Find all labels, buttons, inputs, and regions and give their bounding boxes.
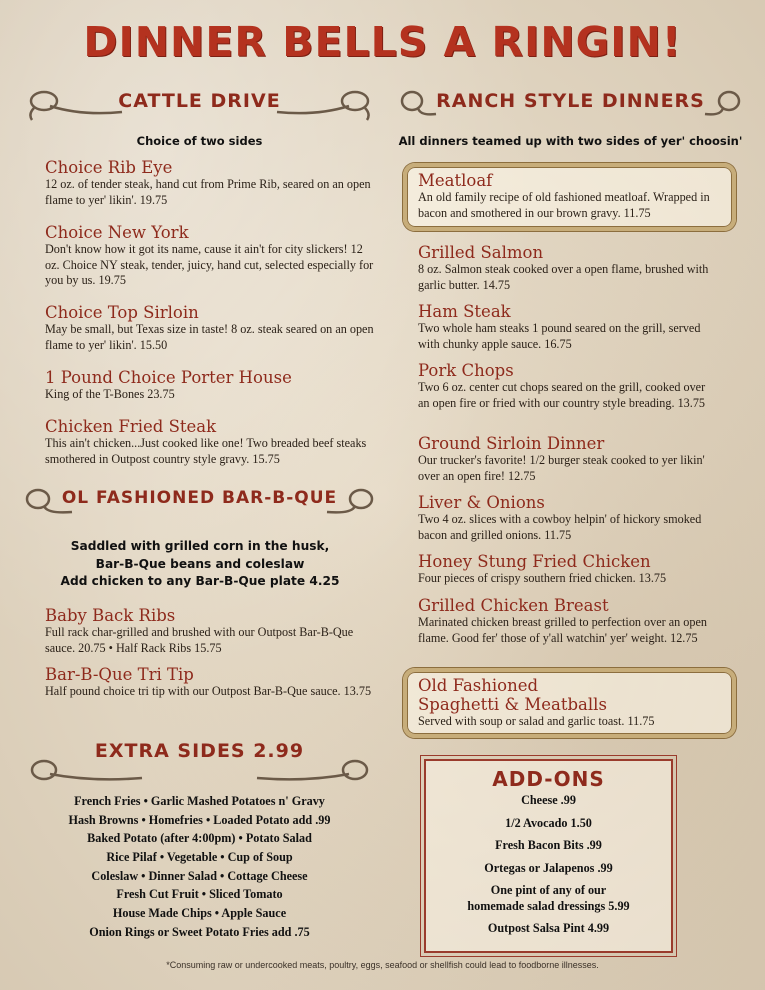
- addon-row: Ortegas or Jalapenos .99: [484, 860, 613, 875]
- item-desc: This ain't chicken...Just cooked like one! Two breaded beef steaks smothered in Outpost country style gravy. 15.75: [45, 436, 367, 466]
- bbq-note-line: Saddled with grilled corn in the husk,: [70, 539, 330, 553]
- addons-title: ADD-ONS: [492, 767, 605, 791]
- item-name: Ground Sirloin Dinner: [418, 434, 605, 453]
- cattle-drive-heading: [22, 84, 377, 124]
- item-desc: Four pieces of crispy southern fried chicken. 13.75: [418, 571, 667, 585]
- item-name: Honey Stung Fried Chicken: [418, 552, 651, 571]
- menu-item-ground-sirloin: [418, 434, 718, 484]
- side-line: House Made Chips • Apple Sauce: [112, 906, 287, 921]
- side-line: French Fries • Garlic Mashed Potatoes n' Gravy: [74, 794, 325, 808]
- item-desc: Served with soup or salad and garlic toast. 11.75: [418, 714, 655, 728]
- menu-item-top-sirloin: [45, 303, 375, 353]
- item-name: Meatloaf: [418, 171, 493, 190]
- item-desc: Half pound choice tri tip with our Outpost Bar-B-Que sauce. 13.75: [45, 684, 372, 698]
- cattle-drive-note: Choice of two sides: [136, 134, 263, 148]
- side-line: Baked Potato (after 4:00pm) • Potato Salad: [87, 831, 312, 846]
- item-name: Grilled Salmon: [418, 243, 544, 262]
- menu-item-porter-house: [45, 368, 375, 403]
- side-line: Coleslaw • Dinner Salad • Cottage Cheese: [91, 868, 308, 883]
- addon-row: One pint of any of our: [490, 883, 607, 897]
- item-name: Grilled Chicken Breast: [418, 596, 609, 615]
- menu-item-grilled-chicken-breast: [418, 596, 718, 646]
- menu-item-tri-tip: [45, 665, 375, 700]
- item-desc: King of the T-Bones 23.75: [45, 387, 175, 401]
- menu-title: DINNER BELLS A RINGIN!: [83, 18, 682, 66]
- addon-row: Outpost Salsa Pint 4.99: [487, 921, 610, 935]
- extra-sides-list: [22, 792, 377, 942]
- item-name: Old Fashioned: [418, 676, 539, 695]
- side-line: Hash Browns • Homefries • Loaded Potato add .99: [68, 812, 331, 827]
- item-name: Baby Back Ribs: [45, 606, 176, 625]
- menu-item-baby-back-ribs: [45, 606, 375, 656]
- bbq-heading: [22, 482, 377, 522]
- extra-sides-heading: [22, 738, 377, 778]
- item-desc: Two whole ham steaks 1 pound seared on the grill, served with chunky apple sauce. 16.75: [418, 321, 701, 351]
- bbq-note-line: Bar-B-Que beans and coleslaw: [95, 556, 305, 571]
- item-desc: Marinated chicken breast grilled to perfection over an open flame. Good fer' those of y'all watchin' yer' weight. 12.75: [418, 615, 707, 645]
- item-name: Spaghetti & Meatballs: [418, 695, 607, 714]
- item-name: Ham Steak: [418, 302, 511, 321]
- footnote: *Consuming raw or undercooked meats, poultry, eggs, seafood or shellfish could lead to foodborne illnesses.: [166, 960, 599, 970]
- item-desc: 8 oz. Salmon steak cooked over a open flame, brushed with garlic butter. 14.75: [418, 262, 709, 292]
- menu-item-ham-steak: [418, 302, 718, 352]
- item-desc: Two 4 oz. slices with a cowboy helpin' of hickory smoked bacon and grilled onions. 11.75: [418, 512, 702, 542]
- menu-item-rib-eye: [45, 158, 375, 208]
- addon-row: homemade salad dressings 5.99: [467, 898, 630, 913]
- item-desc: Full rack char-grilled and brushed with our Outpost Bar-B-Que sauce. 20.75 • Half Rack Ribs 15.75: [45, 625, 354, 655]
- bbq-title: OL FASHIONED BAR-B-QUE: [61, 488, 338, 508]
- item-name: Choice Top Sirloin: [45, 303, 199, 322]
- item-name: Choice Rib Eye: [45, 158, 173, 177]
- menu-item-spaghetti: [418, 676, 726, 730]
- item-desc: May be small, but Texas size in taste! 8 oz. steak seared on an open flame to yer' likin'. 15.50: [45, 322, 374, 352]
- item-desc: Don't know how it got its name, cause it ain't for city slickers! 12 oz. Choice NY steak, tender, juicy, hand cut, selected especially for you by us. 19.75: [45, 242, 374, 287]
- addon-row: Fresh Bacon Bits .99: [495, 838, 602, 852]
- item-desc: An old family recipe of old fashioned meatloaf. Wrapped in bacon and smothered in our brown gravy. 11.75: [418, 190, 710, 220]
- item-name: Chicken Fried Steak: [45, 417, 217, 436]
- addon-row: 1/2 Avocado 1.50: [505, 815, 592, 830]
- side-line: Onion Rings or Sweet Potato Fries add .75: [89, 924, 310, 939]
- bbq-note: [40, 538, 360, 591]
- side-line: Fresh Cut Fruit • Sliced Tomato: [116, 887, 283, 902]
- addon-row: Cheese .99: [521, 793, 576, 807]
- cattle-drive-title: CATTLE DRIVE: [118, 90, 281, 112]
- item-name: Pork Chops: [418, 361, 514, 380]
- menu-item-new-york: [45, 223, 375, 289]
- extra-sides-title: EXTRA SIDES 2.99: [94, 740, 305, 762]
- ranch-heading: [398, 84, 743, 124]
- item-name: Liver & Onions: [418, 493, 545, 512]
- menu-item-liver-onions: [418, 493, 718, 543]
- item-name: Choice New York: [45, 223, 189, 242]
- menu-item-honey-chicken: [418, 552, 728, 587]
- menu-item-meatloaf: [418, 171, 726, 221]
- item-name: Bar-B-Que Tri Tip: [45, 665, 194, 684]
- menu-item-pork-chops: [418, 361, 718, 411]
- ranch-note: All dinners teamed up with two sides of yer' choosin': [398, 134, 743, 148]
- item-desc: Our trucker's favorite! 1/2 burger steak cooked to yer likin' over an open fire! 12.75: [418, 453, 705, 483]
- item-desc: 12 oz. of tender steak, hand cut from Prime Rib, seared on an open flame to yer' likin'. 19.75: [45, 177, 371, 207]
- menu-item-chicken-fried-steak: [45, 417, 375, 467]
- item-name: 1 Pound Choice Porter House: [45, 368, 292, 387]
- menu-item-grilled-salmon: [418, 243, 718, 293]
- item-desc: Two 6 oz. center cut chops seared on the grill, cooked over an open fire or fried with our country style breading. 13.75: [418, 380, 706, 410]
- side-line: Rice Pilaf • Vegetable • Cup of Soup: [106, 850, 293, 865]
- ranch-title: RANCH STYLE DINNERS: [436, 90, 705, 112]
- bbq-note-line: Add chicken to any Bar-B-Que plate 4.25: [60, 574, 340, 588]
- addons-box: [424, 759, 673, 953]
